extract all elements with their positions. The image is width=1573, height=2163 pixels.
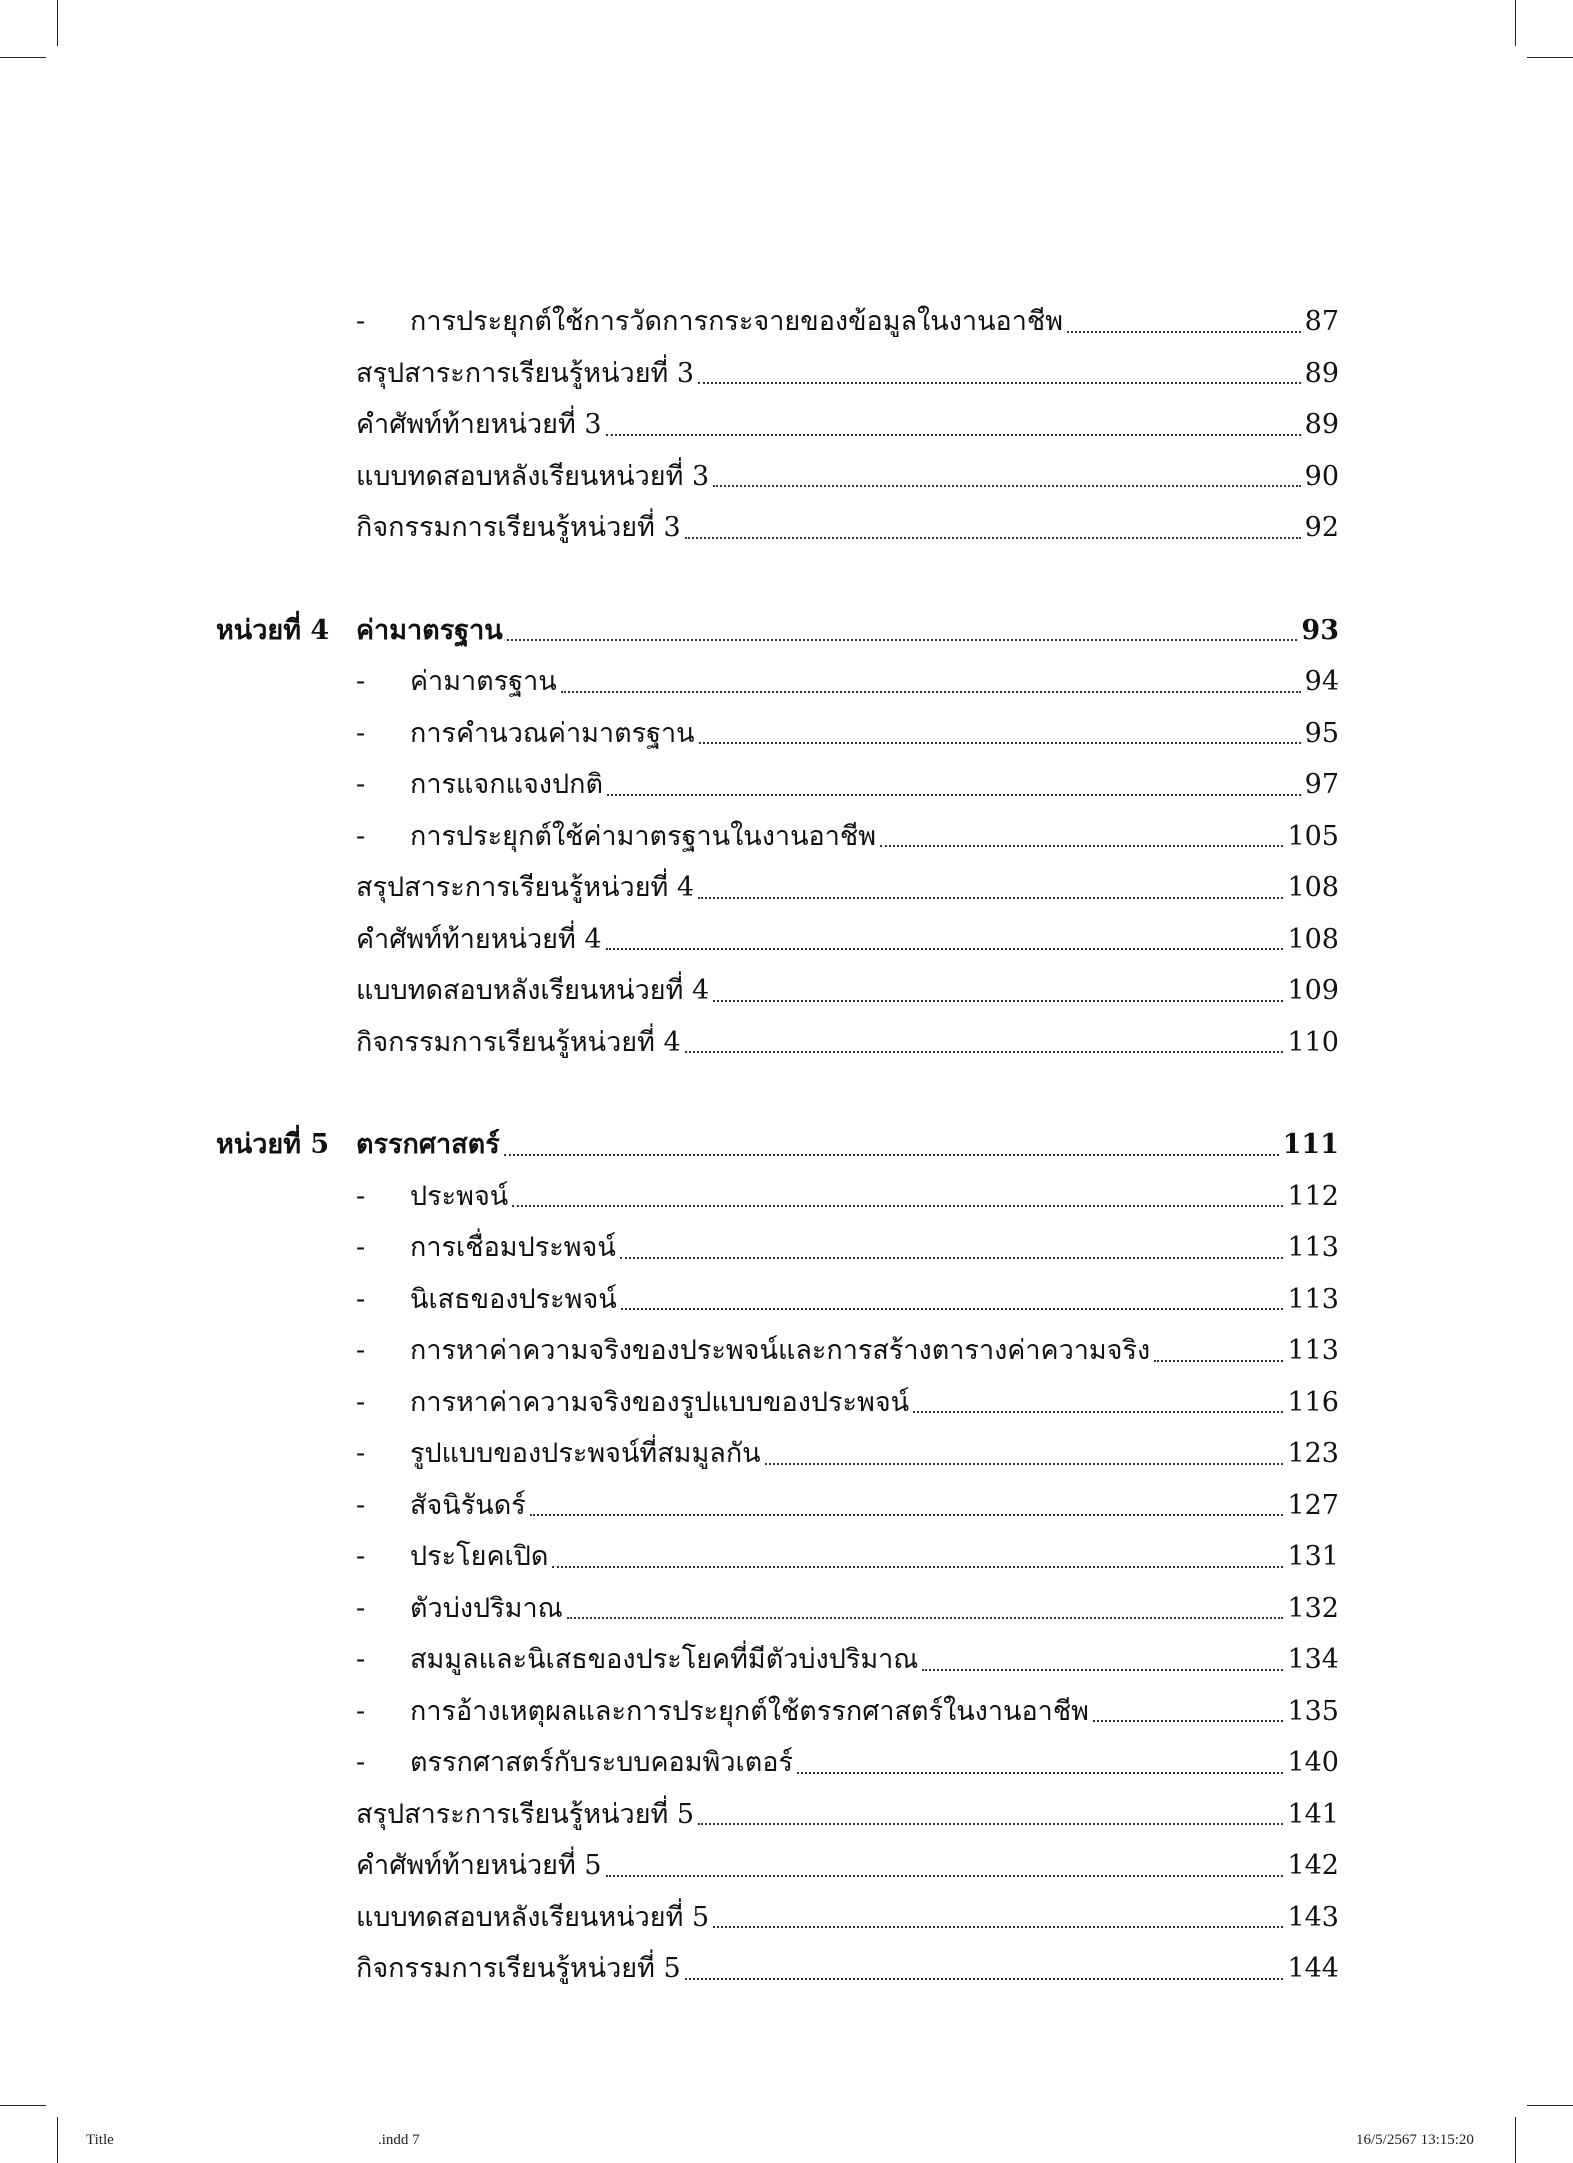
toc-unit-label: หน่วยที่ 5 <box>216 1129 330 1161</box>
toc-entry-body <box>356 1129 1339 1161</box>
toc-entry-title: ตรรกศาสตร์ <box>356 1129 500 1161</box>
toc-entry-body <box>410 1180 1339 1212</box>
toc-page-number: 111 <box>1282 1129 1339 1161</box>
toc-dot-leader <box>1093 1720 1283 1722</box>
toc-entry <box>0 965 1573 1017</box>
toc-dot-leader <box>713 1926 1283 1928</box>
toc-entry <box>0 1840 1573 1892</box>
toc-page-number: 113 <box>1287 1283 1339 1315</box>
toc-entry-title: ค่ามาตรฐาน <box>356 614 503 646</box>
toc-dash: - <box>356 666 366 698</box>
toc-entry-body <box>410 717 1339 749</box>
toc-dot-leader <box>606 434 1301 436</box>
toc-entry <box>0 1531 1573 1583</box>
toc-entry <box>0 1428 1573 1480</box>
toc-entry <box>0 1686 1573 1738</box>
toc-entry-title: กิจกรรมการเรียนรู้หน่วยที่ 5 <box>356 1953 681 1985</box>
toc-dash: - <box>356 1335 366 1367</box>
slug-filename: Title <box>86 2132 114 2148</box>
toc-unit-heading <box>0 1119 1573 1171</box>
toc-entry-body <box>410 820 1339 852</box>
toc-page-number: 113 <box>1287 1232 1339 1264</box>
toc-dot-leader <box>1067 331 1301 333</box>
slug-timestamp: 16/5/2567 13:15:20 <box>1356 2132 1474 2148</box>
toc-entry <box>0 1171 1573 1223</box>
toc-page-number: 89 <box>1304 357 1339 389</box>
toc-dot-leader <box>922 1669 1283 1671</box>
toc-entry-body <box>356 975 1339 1007</box>
toc-unit-5 <box>0 1119 1573 1995</box>
toc-entry-title: สัจนิรันดร์ <box>410 1489 526 1521</box>
toc-entry <box>0 1222 1573 1274</box>
toc-dot-leader <box>606 1875 1284 1877</box>
toc-unit-label: หน่วยที่ 4 <box>216 614 330 646</box>
toc-entry-body <box>410 1438 1339 1470</box>
crop-mark-top-right-h <box>1527 57 1573 58</box>
toc-entry-title: คำศัพท์ท้ายหน่วยที่ 5 <box>356 1850 602 1882</box>
toc-page-number: 144 <box>1287 1953 1339 1985</box>
toc-entry <box>0 1634 1573 1686</box>
toc-entry <box>0 1737 1573 1789</box>
toc-entry-body <box>410 1644 1339 1676</box>
toc-entry-body <box>356 1850 1339 1882</box>
toc-entry-title: ตรรกศาสตร์กับระบบคอมพิวเตอร์ <box>410 1747 793 1779</box>
toc-entry-body <box>356 1798 1339 1830</box>
toc-entry-body <box>356 357 1339 389</box>
toc-dot-leader <box>797 1772 1283 1774</box>
toc-unit-heading <box>0 605 1573 657</box>
crop-mark-top-right <box>1515 0 1516 46</box>
toc-entry <box>0 1892 1573 1944</box>
toc-entry <box>0 1583 1573 1635</box>
toc-entry-title: รูปแบบของประพจน์ที่สมมูลกัน <box>410 1438 761 1470</box>
toc-page-number: 95 <box>1304 717 1339 749</box>
toc-dot-leader <box>685 1051 1284 1053</box>
toc-entry-body <box>356 614 1339 646</box>
crop-mark-bottom-left <box>57 2117 58 2163</box>
toc-entry <box>0 451 1573 503</box>
toc-dash: - <box>356 1283 366 1315</box>
toc-entry-body <box>410 769 1339 801</box>
crop-mark-bottom-right <box>1515 2117 1516 2163</box>
toc-entry <box>0 296 1573 348</box>
toc-unit-4 <box>0 605 1573 1069</box>
toc-dash: - <box>356 820 366 852</box>
toc-entry-title: นิเสธของประพจน์ <box>410 1283 617 1315</box>
toc-dash: - <box>356 717 366 749</box>
toc-entry <box>0 914 1573 966</box>
toc-page-number: 108 <box>1287 872 1339 904</box>
crop-mark-bottom-left-h <box>0 2105 46 2106</box>
toc-dot-leader <box>504 1154 1279 1156</box>
toc-entry-body <box>356 1901 1339 1933</box>
toc-dot-leader <box>567 1617 1284 1619</box>
toc-dot-leader <box>621 1308 1284 1310</box>
toc-dot-leader <box>698 382 1301 384</box>
toc-dot-leader <box>713 1000 1283 1002</box>
toc-entry <box>0 1325 1573 1377</box>
toc-dash: - <box>356 1644 366 1676</box>
crop-mark-top-left <box>57 0 58 46</box>
toc-entry-title: สรุปสาระการเรียนรู้หน่วยที่ 3 <box>356 357 695 389</box>
table-of-contents <box>0 296 1573 1995</box>
toc-entry-body <box>410 1695 1339 1727</box>
toc-entry-title: สมมูลและนิเสธของประโยคที่มีตัวบ่งปริมาณ <box>410 1644 919 1676</box>
toc-dash: - <box>356 1180 366 1212</box>
toc-page-number: 97 <box>1304 769 1339 801</box>
toc-page-number: 134 <box>1287 1644 1339 1676</box>
toc-entry <box>0 1943 1573 1995</box>
toc-dot-leader <box>698 897 1283 899</box>
toc-dot-leader <box>606 948 1284 950</box>
toc-entry-body <box>410 666 1339 698</box>
toc-page-number: 113 <box>1287 1335 1339 1367</box>
toc-entry-title: การแจกแจงปกติ <box>410 769 604 801</box>
toc-page-number: 112 <box>1287 1180 1339 1212</box>
toc-unit-3-tail <box>0 296 1573 554</box>
toc-entry-title: ประโยคเปิด <box>410 1541 549 1573</box>
toc-page-number: 143 <box>1287 1901 1339 1933</box>
toc-page-number: 87 <box>1304 306 1339 338</box>
toc-dot-leader <box>699 742 1301 744</box>
toc-entry-body <box>410 1592 1339 1624</box>
toc-dot-leader <box>913 1411 1283 1413</box>
toc-dot-leader <box>713 485 1300 487</box>
toc-page-number: 94 <box>1304 666 1339 698</box>
toc-page-number: 123 <box>1287 1438 1339 1470</box>
toc-dot-leader <box>552 1566 1283 1568</box>
toc-entry-title: ประพจน์ <box>410 1180 509 1212</box>
toc-entry-title: กิจกรรมการเรียนรู้หน่วยที่ 4 <box>356 1026 681 1058</box>
toc-dash: - <box>356 1232 366 1264</box>
toc-entry-title: แบบทดสอบหลังเรียนหน่วยที่ 4 <box>356 975 710 1007</box>
toc-page-number: 89 <box>1304 409 1339 441</box>
toc-entry-title: กิจกรรมการเรียนรู้หน่วยที่ 3 <box>356 512 681 544</box>
toc-entry-body <box>356 460 1339 492</box>
toc-page-number: 131 <box>1287 1541 1339 1573</box>
toc-entry-body <box>410 1747 1339 1779</box>
toc-entry-title: การหาค่าความจริงของรูปแบบของประพจน์ <box>410 1386 910 1418</box>
toc-page-number: 109 <box>1287 975 1339 1007</box>
toc-dash: - <box>356 1386 366 1418</box>
toc-dot-leader <box>698 1823 1283 1825</box>
toc-entry-title: คำศัพท์ท้ายหน่วยที่ 4 <box>356 923 602 955</box>
toc-page-number: 93 <box>1301 614 1339 646</box>
toc-entry-body <box>356 923 1339 955</box>
toc-entry-body <box>410 1232 1339 1264</box>
toc-dot-leader <box>530 1514 1284 1516</box>
toc-entry-body <box>356 1953 1339 1985</box>
toc-entry <box>0 399 1573 451</box>
toc-dash: - <box>356 1438 366 1470</box>
toc-dot-leader <box>765 1463 1284 1465</box>
toc-dot-leader <box>685 537 1301 539</box>
toc-dash: - <box>356 1541 366 1573</box>
toc-entry-body <box>410 306 1339 338</box>
toc-entry-body <box>410 1335 1339 1367</box>
toc-entry <box>0 348 1573 400</box>
toc-entry-body <box>356 1026 1339 1058</box>
toc-entry-title: การประยุกต์ใช้การวัดการกระจายของข้อมูลในงานอาชีพ <box>410 306 1064 338</box>
toc-dot-leader <box>685 1978 1284 1980</box>
toc-entry-title: การคำนวณค่ามาตรฐาน <box>410 717 695 749</box>
toc-entry <box>0 759 1573 811</box>
toc-entry-body <box>410 1386 1339 1418</box>
toc-entry-title: การหาค่าความจริงของประพจน์และการสร้างตารางค่าความจริง <box>410 1335 1151 1367</box>
toc-entry <box>0 811 1573 863</box>
toc-page-number: 92 <box>1304 512 1339 544</box>
crop-mark-bottom-right-h <box>1527 2105 1573 2106</box>
toc-entry-title: การประยุกต์ใช้ค่ามาตรฐานในงานอาชีพ <box>410 820 877 852</box>
toc-dash: - <box>356 1747 366 1779</box>
toc-entry <box>0 1480 1573 1532</box>
toc-dot-leader <box>607 794 1301 796</box>
toc-page-number: 140 <box>1287 1747 1339 1779</box>
toc-dash: - <box>356 1592 366 1624</box>
slug-indd-page: .indd 7 <box>378 2132 420 2148</box>
toc-entry <box>0 708 1573 760</box>
toc-entry-body <box>410 1283 1339 1315</box>
toc-page-number: 132 <box>1287 1592 1339 1624</box>
toc-entry <box>0 502 1573 554</box>
toc-page-number: 141 <box>1287 1798 1339 1830</box>
toc-entry <box>0 1377 1573 1429</box>
toc-entry-body <box>410 1541 1339 1573</box>
toc-entry-title: ตัวบ่งปริมาณ <box>410 1592 563 1624</box>
toc-entry <box>0 1274 1573 1326</box>
toc-page-number: 90 <box>1304 460 1339 492</box>
toc-dash: - <box>356 769 366 801</box>
crop-mark-top-left-h <box>0 57 46 58</box>
toc-entry-body <box>356 409 1339 441</box>
toc-page-number: 116 <box>1287 1386 1339 1418</box>
toc-dash: - <box>356 1489 366 1521</box>
toc-dash: - <box>356 306 366 338</box>
toc-entry-body <box>410 1489 1339 1521</box>
toc-entry <box>0 1789 1573 1841</box>
toc-dot-leader <box>880 845 1283 847</box>
toc-dot-leader <box>561 691 1301 693</box>
toc-page-number: 108 <box>1287 923 1339 955</box>
toc-entry-body <box>356 512 1339 544</box>
toc-page-number: 127 <box>1287 1489 1339 1521</box>
toc-entry-title: แบบทดสอบหลังเรียนหน่วยที่ 5 <box>356 1901 710 1933</box>
toc-entry <box>0 862 1573 914</box>
toc-entry-title: การเชื่อมประพจน์ <box>410 1232 616 1264</box>
toc-dot-leader <box>620 1257 1284 1259</box>
toc-entry <box>0 1017 1573 1069</box>
toc-entry-title: สรุปสาระการเรียนรู้หน่วยที่ 4 <box>356 872 695 904</box>
toc-entry-body <box>356 872 1339 904</box>
toc-entry-title: การอ้างเหตุผลและการประยุกต์ใช้ตรรกศาสตร์ในงานอาชีพ <box>410 1695 1089 1727</box>
toc-entry-title: ค่ามาตรฐาน <box>410 666 557 698</box>
toc-dot-leader <box>1154 1360 1283 1362</box>
toc-entry <box>0 656 1573 708</box>
toc-page-number: 142 <box>1287 1850 1339 1882</box>
toc-page-number: 135 <box>1287 1695 1339 1727</box>
toc-dash: - <box>356 1695 366 1727</box>
toc-entry-title: สรุปสาระการเรียนรู้หน่วยที่ 5 <box>356 1798 695 1830</box>
toc-dot-leader <box>507 639 1298 641</box>
toc-entry-title: แบบทดสอบหลังเรียนหน่วยที่ 3 <box>356 460 710 492</box>
toc-entry-title: คำศัพท์ท้ายหน่วยที่ 3 <box>356 409 602 441</box>
toc-page-number: 110 <box>1287 1026 1339 1058</box>
toc-page-number: 105 <box>1287 820 1339 852</box>
toc-dot-leader <box>512 1205 1283 1207</box>
